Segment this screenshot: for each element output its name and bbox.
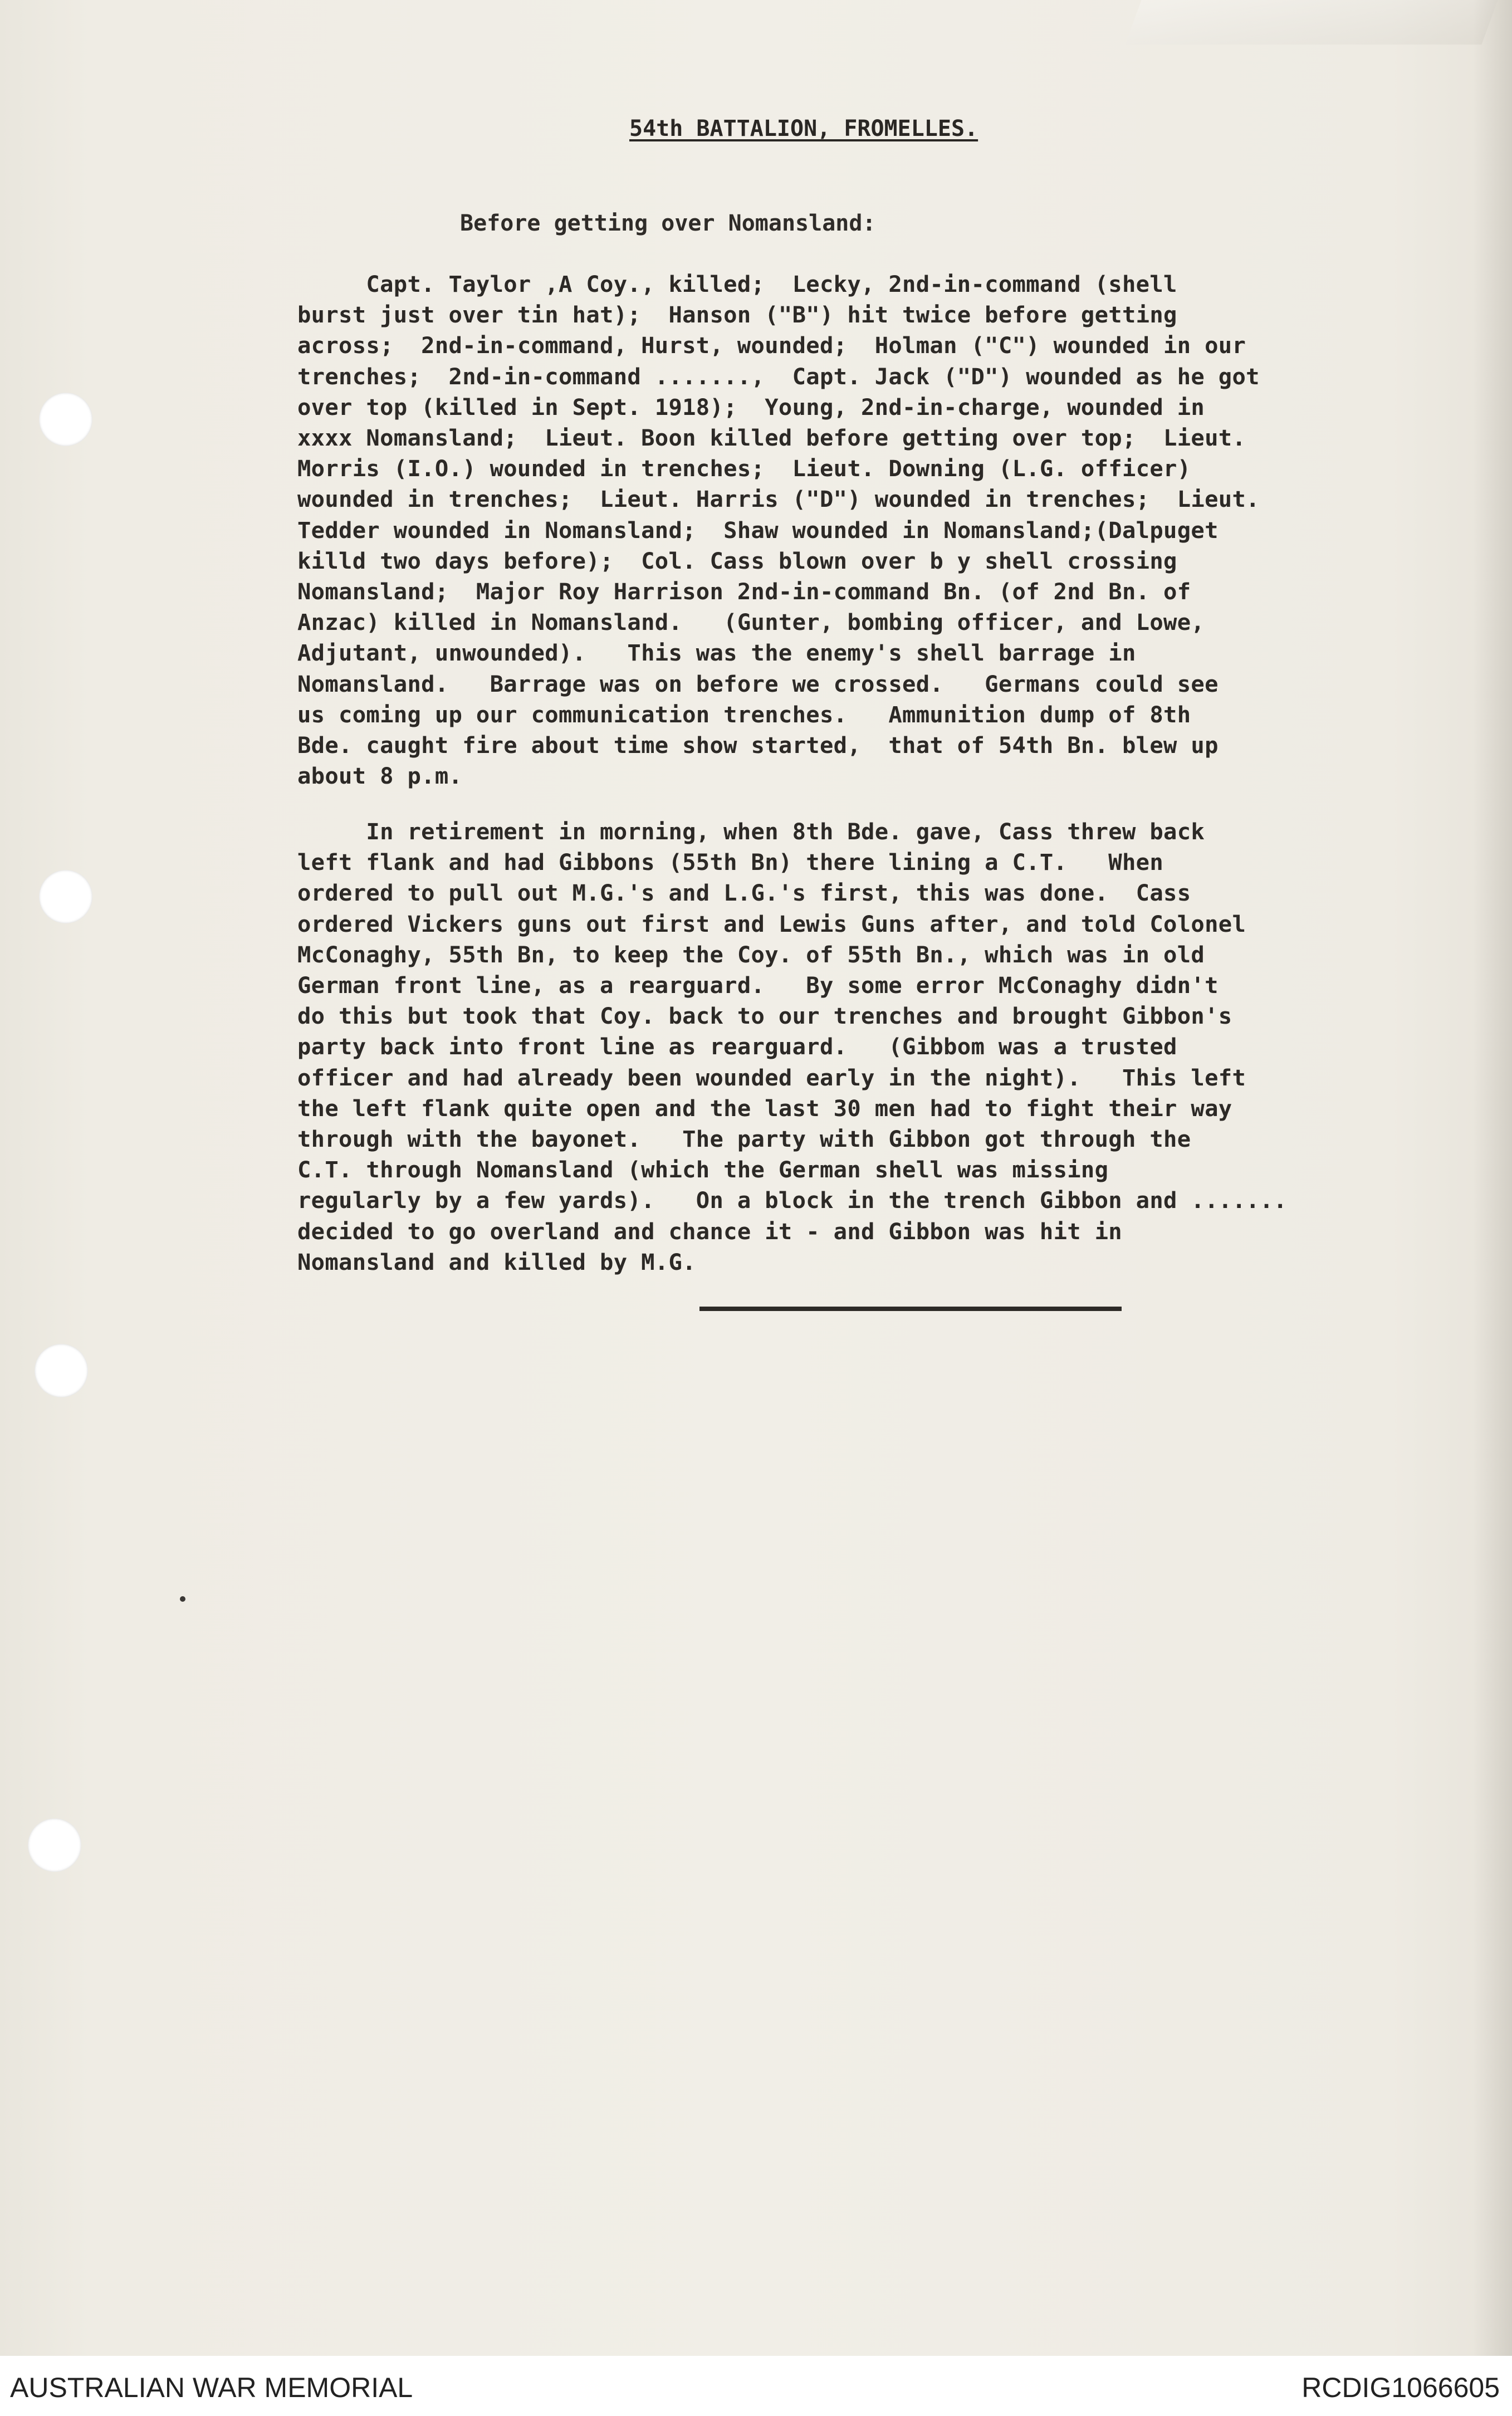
text-line: officer and had already been wounded early in the night). This left [297,1064,1246,1091]
text-line: the left flank quite open and the last 30 men had to fight their way [297,1094,1232,1122]
punch-hole [39,393,92,446]
punch-hole [28,1818,81,1872]
punch-hole [35,1344,88,1397]
retirement-paragraph [297,816,1287,1278]
text-line: Adjutant, unwounded). This was the enemy's shell barrage in [297,639,1136,667]
text-line: regularly by a few yards). On a block in the trench Gibbon and ....... [297,1187,1288,1214]
document-title: 54th BATTALION, FROMELLES. [629,116,978,141]
section-heading: Before getting over Nomansland: [460,211,876,236]
closing-rule [699,1307,1122,1311]
text-line: burst just over tin hat); Hanson ("B") hit twice before getting [297,301,1177,329]
casualties-paragraph [297,269,1260,791]
text-line: decided to go overland and chance it - and Gibbon was hit in [297,1217,1122,1245]
text-line: do this but took that Coy. back to our trenches and brought Gibbon's [297,1002,1232,1030]
text-line: Nomansland. Barrage was on before we crossed. Germans could see [297,670,1219,697]
text-line: In retirement in morning, when 8th Bde. gave, Cass threw back [297,818,1205,845]
text-line: Morris (I.O.) wounded in trenches; Lieut. Downing (L.G. officer) [297,455,1191,482]
text-line: Capt. Taylor ,A Coy., killed; Lecky, 2nd-in-command (shell [297,271,1177,297]
text-line: Bde. caught fire about time show started, that of 54th Bn. blew up [297,732,1219,759]
text-line: left flank and had Gibbons (55th Bn) there lining a C.T. When [297,849,1164,876]
text-line: Nomansland and killed by M.G. [297,1248,696,1275]
archive-source: AUSTRALIAN WAR MEMORIAL [10,2372,413,2403]
text-line: Nomansland; Major Roy Harrison 2nd-in-command Bn. (of 2nd Bn. of [297,578,1191,605]
text-line: ordered Vickers guns out first and Lewis Guns after, and told Colonel [297,910,1246,937]
text-line: ordered to pull out M.G.'s and L.G.'s first, this was done. Cass [297,879,1191,907]
text-line: xxxx Nomansland; Lieut. Boon killed before getting over top; Lieut. [297,424,1246,452]
text-line: Anzac) killed in Nomansland. (Gunter, bombing officer, and Lowe, [297,609,1205,636]
page-crease [1125,0,1498,45]
ink-speck [180,1596,185,1602]
text-line: about 8 p.m. [297,762,463,790]
text-line: over top (killed in Sept. 1918); Young, 2nd-in-charge, wounded in [297,393,1205,420]
text-line: C.T. through Nomansland (which the German shell was missing [297,1156,1109,1183]
text-line: killd two days before); Col. Cass blown over b y shell crossing [297,547,1177,574]
text-line: across; 2nd-in-command, Hurst, wounded; Holman ("C") wounded in our [297,332,1246,359]
text-line: party back into front line as rearguard. (Gibbom was a trusted [297,1033,1177,1060]
text-line: wounded in trenches; Lieut. Harris ("D") wounded in trenches; Lieut. [297,486,1260,513]
text-line: Tedder wounded in Nomansland; Shaw wounded in Nomansland;(Dalpuget [297,516,1219,544]
text-line: German front line, as a rearguard. By some error McConaghy didn't [297,972,1219,999]
text-line: McConaghy, 55th Bn, to keep the Coy. of 55th Bn., which was in old [297,941,1205,968]
text-line: through with the bayonet. The party with Gibbon got through the [297,1126,1191,1153]
text-line: trenches; 2nd-in-command ......., Capt. Jack ("D") wounded as he got [297,363,1260,390]
text-line: us coming up our communication trenches. Ammunition dump of 8th [297,701,1191,728]
archive-reference: RCDIG1066605 [1301,2372,1500,2403]
punch-hole [39,870,92,923]
